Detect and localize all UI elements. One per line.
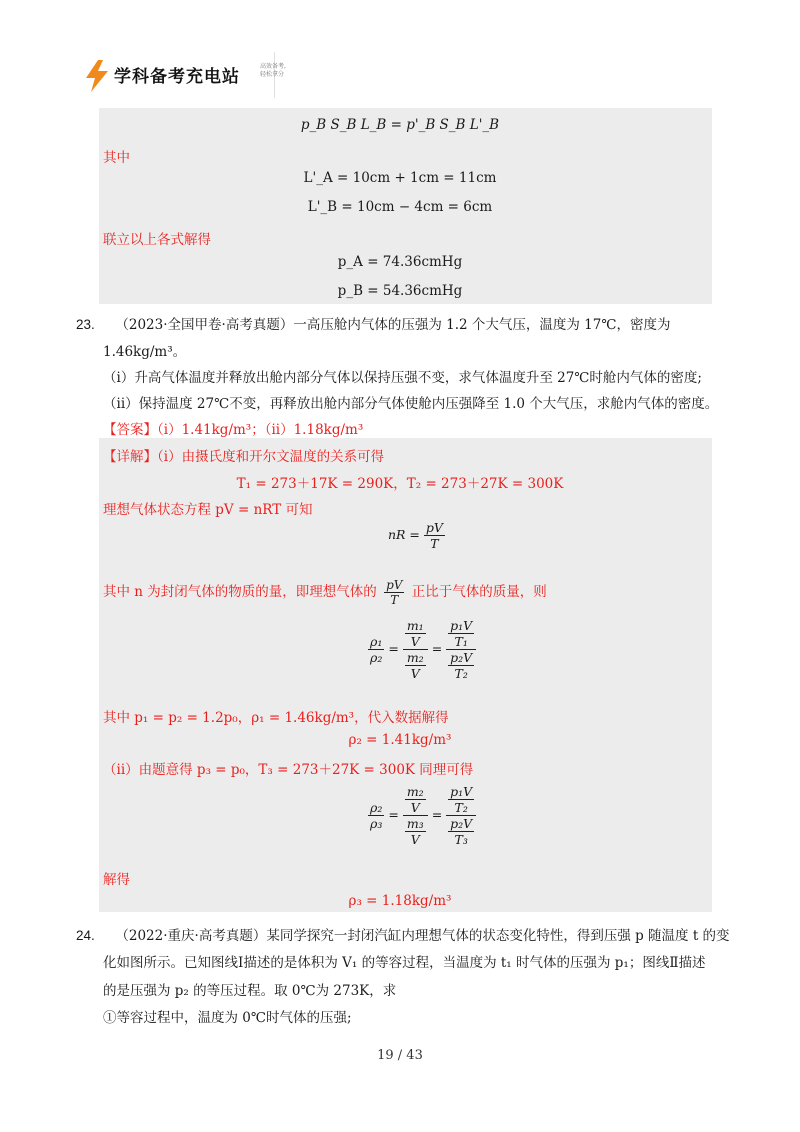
question-stem-line2: 1.46kg/m³。 — [103, 344, 187, 360]
question-24-line4: ①等容过程中，温度为 0℃时气体的压强; — [103, 1010, 352, 1026]
equation-b: p_B S_B L_B = p'_B S_B L'_B — [300, 117, 500, 133]
nr-equation: nR = $\frac{pV}{T}$ — [388, 520, 443, 551]
ideal-gas-line: 理想气体状态方程 pV = nRT 可知 — [103, 502, 313, 518]
result-pb: p_B = 54.36cmHg — [337, 283, 463, 299]
question-24-line1: 24. （2022·重庆·高考真题）某同学探究一封闭汽缸内理想气体的状态变化特性，得到压强 p 随温度 t 的变 — [76, 928, 730, 944]
question-source: （2023·全国甲卷·高考真题） — [115, 317, 294, 333]
question-stem-line1: 一高压舱内气体的压强为 1.2 个大气压，温度为 17℃，密度为 — [293, 317, 671, 333]
question-24-line3: 的是压强为 p₂ 的等压过程。取 0℃为 273K，求 — [103, 983, 397, 999]
detail-tag: 【详解】 — [103, 449, 157, 465]
question-number: 24. — [76, 928, 95, 943]
answer-text: （i）1.41kg/m³；（ii）1.18kg/m³ — [157, 422, 364, 438]
equation-la: L'_A = 10cm + 1cm = 11cm — [303, 170, 497, 186]
solve-label: 解得 — [103, 872, 130, 888]
pv-over-t-fraction: $\frac{pV}{T}$ — [425, 520, 443, 551]
logo-slogan: 高效备考, 轻松拿分 — [260, 63, 286, 78]
substitution-line: 其中 p₁ = p₂ = 1.2p₀，ρ₁ = 1.46kg/m³，代入数据解得 — [103, 710, 449, 726]
where-label: 其中 — [103, 150, 130, 166]
rho2-result: ρ₂ = 1.41kg/m³ — [348, 732, 452, 748]
combine-label: 联立以上各式解得 — [103, 232, 211, 248]
question-source: （2022·重庆·高考真题） — [115, 928, 267, 944]
lightning-bolt-icon — [84, 60, 110, 96]
pv-over-t-inline: $\frac{pV}{T}$ — [386, 578, 403, 607]
temperature-equations: T₁ = 273＋17K = 290K，T₂ = 273＋27K = 300K — [236, 476, 564, 492]
result-pa: p_A = 74.36cmHg — [337, 254, 463, 270]
where-n-line: 其中 n 为封闭气体的物质的量，即理想气体的 $\frac{pV}{T}$ 正比于气体的质量，则 — [103, 578, 547, 607]
page-number: 19 / 43 — [377, 1048, 423, 1063]
question-number: 23. — [76, 317, 95, 332]
equation-lb: L'_B = 10cm − 4cm = 6cm — [307, 199, 493, 215]
answer-tag: 【答案】 — [103, 422, 157, 438]
question-part-2: （ii）保持温度 27℃不变，再释放出舱内部分气体使舱内压强降至 1.0 个大气压，求舱内气体的密度。 — [103, 396, 719, 412]
detail-text: （i）由摄氏度和开尔文温度的关系可得 — [157, 449, 385, 465]
detail-line — [103, 445, 384, 465]
logo-text: 学科备考充电站 — [114, 67, 240, 87]
question-23-stem — [76, 313, 670, 333]
density-ratio-equation-1: $\frac{\text{ρ₁}}{\text{ρ₂}}$ = $\frac{\frac{\text{m₁}}{V}}{\frac{\text{m₂}}{V}}$ = $\frac{\frac{\text{p₁V}}{\text{T₁}}}{\frac{\text{p₂V}}{\text{T₂}}}$ — [368, 618, 476, 681]
density-ratio-equation-2: $\frac{\text{ρ₂}}{\text{ρ₃}}$ = $\frac{\frac{\text{m₂}}{V}}{\frac{\text{m₃}}{V}}$ = $\frac{\frac{\text{p₁V}}{\text{T₂}}}{\frac{\text{p₂V}}{\text{T₃}}}$ — [368, 784, 476, 847]
question-24-line2: 化如图所示。已知图线Ⅰ描述的是体积为 V₁ 的等容过程，当温度为 t₁ 时气体的压强为 p₁；图线Ⅱ描述 — [103, 955, 706, 971]
part2-solution-line: （ii）由题意得 p₃ = p₀，T₃ = 273＋27K = 300K 同理可得 — [103, 762, 474, 778]
site-logo-header — [80, 52, 286, 98]
rho3-result: ρ₃ = 1.18kg/m³ — [348, 893, 452, 909]
question-part-1: （i）升高气体温度并释放出舱内部分气体以保持压强不变，求气体温度升至 27℃时舱内气体的密度; — [103, 370, 702, 386]
answer-line — [103, 418, 363, 438]
